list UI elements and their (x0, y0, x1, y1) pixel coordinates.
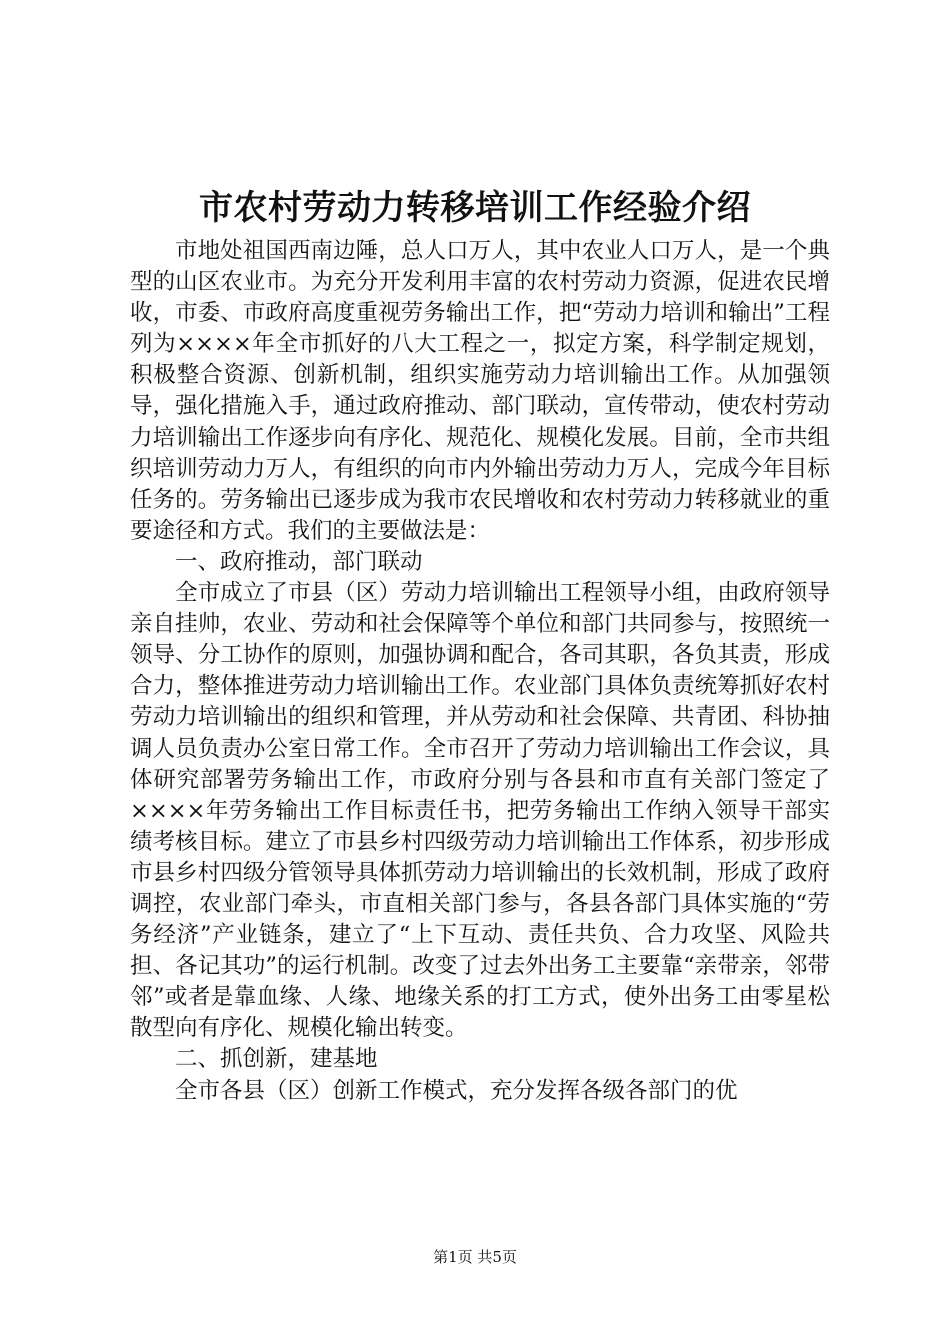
page-footer: 第1页 共5页 (433, 1248, 517, 1266)
section-2-paragraph: 全市各县（区）创新工作模式，充分发挥各级各部门的优 (175, 1077, 738, 1104)
section-1-paragraph: 全市成立了市县（区）劳动力培训输出工程领导小组，由政府领导亲自挂帅，农业、劳动和社会保障等个单位和部门共同参与，按照统一领导、分工协作的原则，加强协调和配合，各司其职，各负其责，形成合力，整体推进劳动力培训输出工作。农业部门具体负责统筹抓好农村劳动力培训输出的组织和管理，并从劳动和社会保障、共青团、科协抽调人员负责办公室日常工作。全市召开了劳动力培训输出工作会议，具体研究部署劳务输出工作，市政府分别与各县和市直有关部门签定了××××年劳务输出工作目标责任书，把劳务输出工作纳入领导干部实绩考核目标。建立了市县乡村四级劳动力培训输出工作体系，初步形成市县乡村四级分管领导具体抓劳动力培训输出的长效机制，形成了政府调控，农业部门牵头，市直相关部门参与，各县各部门具体实施的“劳务经济”产业链条，建立了“上下互动、责任共负、合力攻坚、风险共担、各记其功”的运行机制。改变了过去外出务工主要靠“亲带亲，邻带邻”或者是靠血缘、人缘、地缘关系的打工方式，使外出务工由零星松散型向有序化、规模化输出转变。 (130, 580, 830, 1042)
intro-paragraph: 市地处祖国西南边陲，总人口万人，其中农业人口万人，是一个典型的山区农业市。为充分开发利用丰富的农村劳动力资源，促进农民增收，市委、市政府高度重视劳务输出工作，把“劳动力培训和输出”工程列为××××年全市抓好的八大工程之一，拟定方案，科学制定规划，积极整合资源、创新机制，组织实施劳动力培训输出工作。从加强领导，强化措施入手，通过政府推动、部门联动，宣传带动，使农村劳动力培训输出工作逐步向有序化、规范化、规模化发展。目前，全市共组织培训劳动力万人，有组织的向市内外输出劳动力万人，完成今年目标任务的。劳务输出已逐步成为我市农民增收和农村劳动力转移就业的重要途径和方式。我们的主要做法是： (130, 238, 830, 544)
document-body (130, 236, 830, 1107)
document-title: 市农村劳动力转移培训工作经验介绍 (199, 188, 751, 228)
section-heading-1: 一、政府推动，部门联动 (175, 548, 423, 575)
section-heading-2: 二、抓创新，建基地 (175, 1046, 378, 1073)
